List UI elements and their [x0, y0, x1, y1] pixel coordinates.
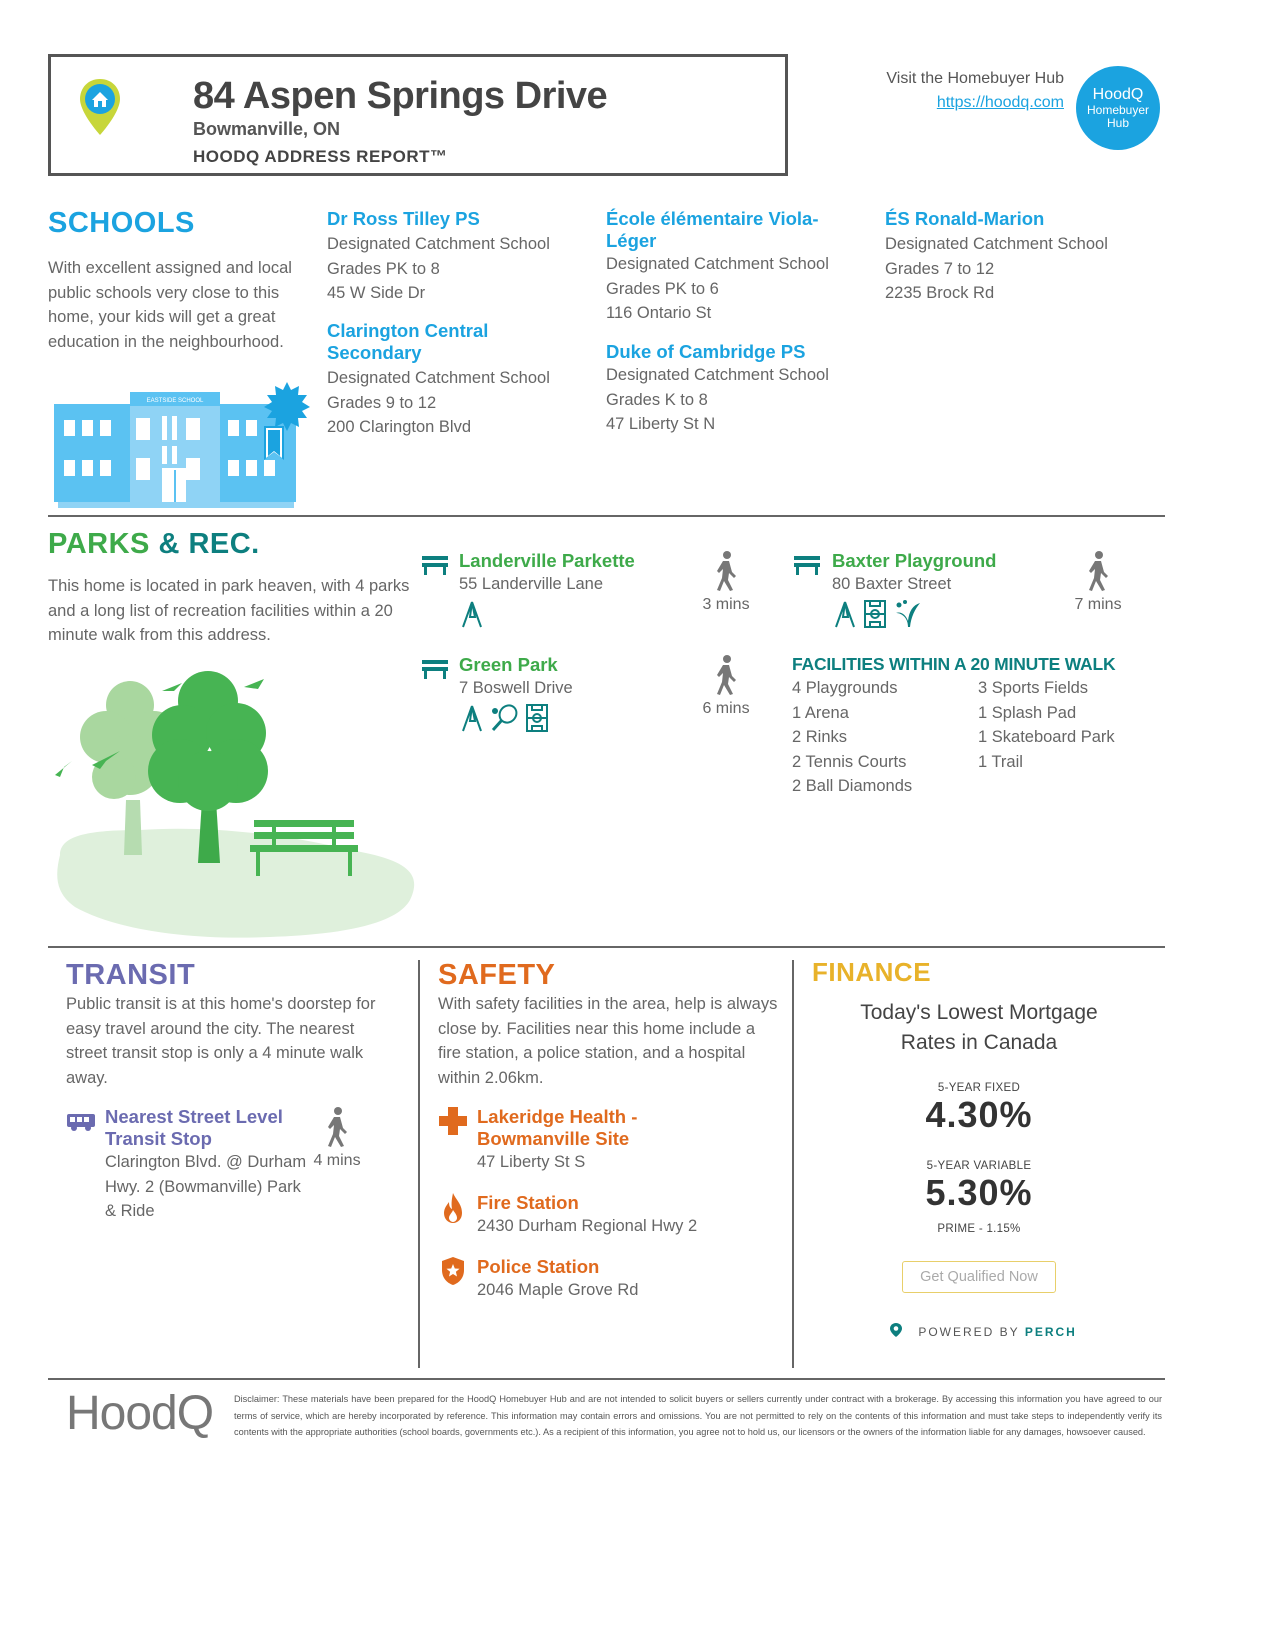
school-address: 116 Ontario St — [606, 304, 712, 322]
hub-link[interactable]: https://hoodq.com — [936, 94, 1064, 111]
parks-title-b: REC. — [188, 528, 260, 560]
walk-time — [696, 654, 756, 718]
bench-icon — [420, 658, 450, 680]
schools-title: SCHOOLS — [48, 207, 195, 239]
walking-person-icon — [713, 550, 739, 592]
walk-time — [307, 1106, 367, 1170]
park-name[interactable]: Landerville Parkette — [459, 550, 635, 571]
parks-title-amp: & — [158, 528, 180, 560]
facility-item: 2 Rinks — [792, 728, 848, 746]
bench-icon — [420, 554, 450, 576]
facility-item: 1 Skateboard Park — [978, 728, 1115, 746]
park-address: 7 Boswell Drive — [459, 679, 573, 697]
walking-person-icon — [324, 1106, 350, 1148]
school-name[interactable]: Clarington Central Secondary — [327, 320, 489, 363]
variable-rate-value: 5.30% — [925, 1172, 1033, 1213]
hoodq-hub-badge[interactable] — [1076, 66, 1160, 150]
facility-item: 4 Playgrounds — [792, 679, 898, 697]
perch-brand[interactable]: PERCH — [1024, 1325, 1077, 1339]
safety-item — [477, 1256, 737, 1303]
walking-person-icon — [1085, 550, 1111, 592]
safety-name[interactable]: Lakeridge Health - Bowmanville Site — [477, 1106, 638, 1149]
school-name[interactable]: École élémentaire Viola-Léger — [606, 208, 819, 251]
badge-line2: Homebuyer — [1086, 103, 1150, 117]
transit-stop-name: Clarington Blvd. @ Durham Hwy. 2 (Bowmanville) Park & Ride — [105, 1153, 307, 1220]
school-address: 45 W Side Dr — [327, 284, 426, 302]
badge-line3: Hub — [1106, 116, 1129, 130]
facility-item: 1 Splash Pad — [978, 703, 1077, 722]
safety-name[interactable]: Fire Station — [477, 1192, 579, 1213]
facilities-title: FACILITIES WITHIN A 20 MINUTE WALK — [792, 654, 1116, 674]
park-item — [459, 550, 635, 634]
facility-item: 1 Trail — [978, 752, 1023, 771]
bench-icon — [792, 554, 822, 576]
badge-line1: HoodQ — [1092, 86, 1144, 103]
column-divider — [792, 960, 794, 1368]
school-grades: Grades 7 to 12 — [885, 259, 995, 278]
safety-address: 2046 Maple Grove Rd — [477, 1281, 639, 1299]
transit-stop — [105, 1106, 310, 1224]
tennis-icon — [489, 703, 519, 733]
school-grades: Grades K to 8 — [606, 390, 708, 409]
walk-time-text: 3 mins — [702, 596, 750, 613]
facilities-col1 — [792, 676, 912, 799]
facility-item: 2 Tennis Courts — [792, 752, 907, 771]
safety-description: With safety facilities in the area, help is always close by. Facilities near this home include a fire station, a police station, and a hospital within 2.06km. — [438, 995, 778, 1087]
parks-title — [48, 528, 260, 561]
walk-time-text: 7 mins — [1074, 596, 1122, 613]
safety-item — [477, 1192, 737, 1239]
school-item — [606, 341, 856, 437]
variable-rate-label: 5-YEAR VARIABLE — [926, 1160, 1032, 1172]
transit-description: Public transit is at this home's doorstep for easy travel around the city. The nearest street transit stop is only a 4 minute walk away. — [66, 995, 376, 1087]
park-name[interactable]: Baxter Playground — [832, 550, 997, 571]
school-item — [327, 320, 577, 440]
fixed-rate-value: 4.30% — [925, 1094, 1033, 1135]
parks-title-a: PARKS — [48, 528, 150, 560]
swing-icon — [459, 703, 485, 733]
get-qualified-button[interactable]: Get Qualified Now — [902, 1261, 1056, 1293]
school-grades: Grades PK to 8 — [327, 259, 440, 278]
park-name[interactable]: Green Park — [459, 654, 558, 675]
flame-icon — [442, 1192, 464, 1224]
walk-time-text: 6 mins — [702, 700, 750, 717]
hub-text: Visit the Homebuyer Hub — [886, 70, 1064, 87]
map-pin-home-icon — [78, 77, 122, 137]
finance-heading: Today's Lowest Mortgage Rates in Canada — [860, 1001, 1098, 1054]
safety-title: SAFETY — [438, 959, 556, 991]
transit-title: TRANSIT — [66, 959, 196, 991]
safety-address: 2430 Durham Regional Hwy 2 — [477, 1217, 698, 1235]
column-divider — [418, 960, 420, 1368]
park-item — [832, 550, 997, 634]
school-item — [327, 208, 577, 306]
park-address: 80 Baxter Street — [832, 575, 952, 593]
section-divider — [48, 946, 1165, 948]
section-divider — [48, 515, 1165, 517]
address-card — [48, 54, 788, 176]
safety-item — [477, 1106, 697, 1175]
facility-item: 1 Arena — [792, 703, 849, 722]
hoodq-logo: HoodQ — [66, 1387, 214, 1440]
address-title: 84 Aspen Springs Drive — [193, 75, 608, 117]
finance-title: FINANCE — [812, 957, 932, 987]
facility-item: 2 Ball Diamonds — [792, 777, 913, 795]
splash-pad-icon — [893, 599, 923, 629]
school-type: Designated Catchment School — [327, 369, 550, 387]
school-name[interactable]: Duke of Cambridge PS — [606, 341, 806, 362]
medical-cross-icon — [438, 1106, 468, 1136]
school-type: Designated Catchment School — [606, 366, 829, 384]
footer-divider — [48, 1378, 1165, 1380]
park-address: 55 Landerville Lane — [459, 575, 604, 593]
park-item — [459, 654, 573, 738]
school-type: Designated Catchment School — [327, 235, 550, 253]
safety-name[interactable]: Police Station — [477, 1256, 600, 1277]
park-illustration — [50, 665, 420, 945]
school-name[interactable]: ÉS Ronald-Marion — [885, 208, 1045, 229]
parks-description: This home is located in park heaven, with 4 parks and a long list of recreation facilities within a 20 minute walk from this address. — [48, 577, 410, 644]
school-type: Designated Catchment School — [885, 235, 1108, 253]
report-label: HOODQ ADDRESS REPORT™ — [193, 147, 448, 166]
perch-pin-icon — [889, 1322, 903, 1338]
fixed-rate-label: 5-YEAR FIXED — [937, 1082, 1021, 1094]
walk-time — [696, 550, 756, 614]
disclaimer: Disclaimer: These materials have been prepared for the HoodQ Homebuyer Hub and are not intended to solicit buyers or sellers currently under contract with a brokerage. By accessing this information you have agreed to our terms of service, which are hereby incorporated by reference. This information may contain errors and omissions. You are not permitted to rely on the contents of this information and must take steps to independently verify its contents with the appropriate authorities (school boards, governments etc.). As a recipient of this information, you agree not to hold us, our licensors or the owners of the information liable for any damages, howsoever caused. — [234, 1394, 1162, 1437]
sports-field-icon — [862, 599, 888, 629]
facility-item: 3 Sports Fields — [978, 679, 1089, 697]
swing-icon — [459, 599, 485, 629]
school-building-illustration — [52, 380, 314, 510]
walk-time-text: 4 mins — [313, 1152, 361, 1169]
prime-label: PRIME - 1.15% — [937, 1223, 1021, 1235]
school-grades: Grades PK to 6 — [606, 279, 719, 298]
school-type: Designated Catchment School — [606, 255, 829, 273]
school-sign: EASTSIDE SCHOOL — [146, 398, 204, 404]
sports-field-icon — [524, 703, 550, 733]
safety-address: 47 Liberty St S — [477, 1153, 586, 1171]
school-address: 2235 Brock Rd — [885, 284, 995, 302]
powered-by — [889, 1322, 1077, 1339]
school-address: 200 Clarington Blvd — [327, 418, 472, 436]
bus-icon — [66, 1112, 96, 1132]
facilities-col2 — [978, 676, 1115, 774]
powered-by-text: POWERED BY — [918, 1325, 1020, 1339]
school-item — [606, 208, 856, 326]
school-name[interactable]: Dr Ross Tilley PS — [327, 208, 480, 229]
address-city: Bowmanville, ON — [193, 119, 341, 139]
school-address: 47 Liberty St N — [606, 415, 716, 433]
walking-person-icon — [713, 654, 739, 696]
swing-icon — [832, 599, 858, 629]
walk-time — [1068, 550, 1128, 614]
school-grades: Grades 9 to 12 — [327, 393, 437, 412]
school-item — [885, 208, 1135, 306]
transit-stop-title[interactable]: Nearest Street Level Transit Stop — [105, 1106, 283, 1149]
police-shield-icon — [441, 1256, 465, 1286]
schools-description: With excellent assigned and local public schools very close to this home, your kids will get a great education in the neighbourhood. — [48, 259, 292, 351]
